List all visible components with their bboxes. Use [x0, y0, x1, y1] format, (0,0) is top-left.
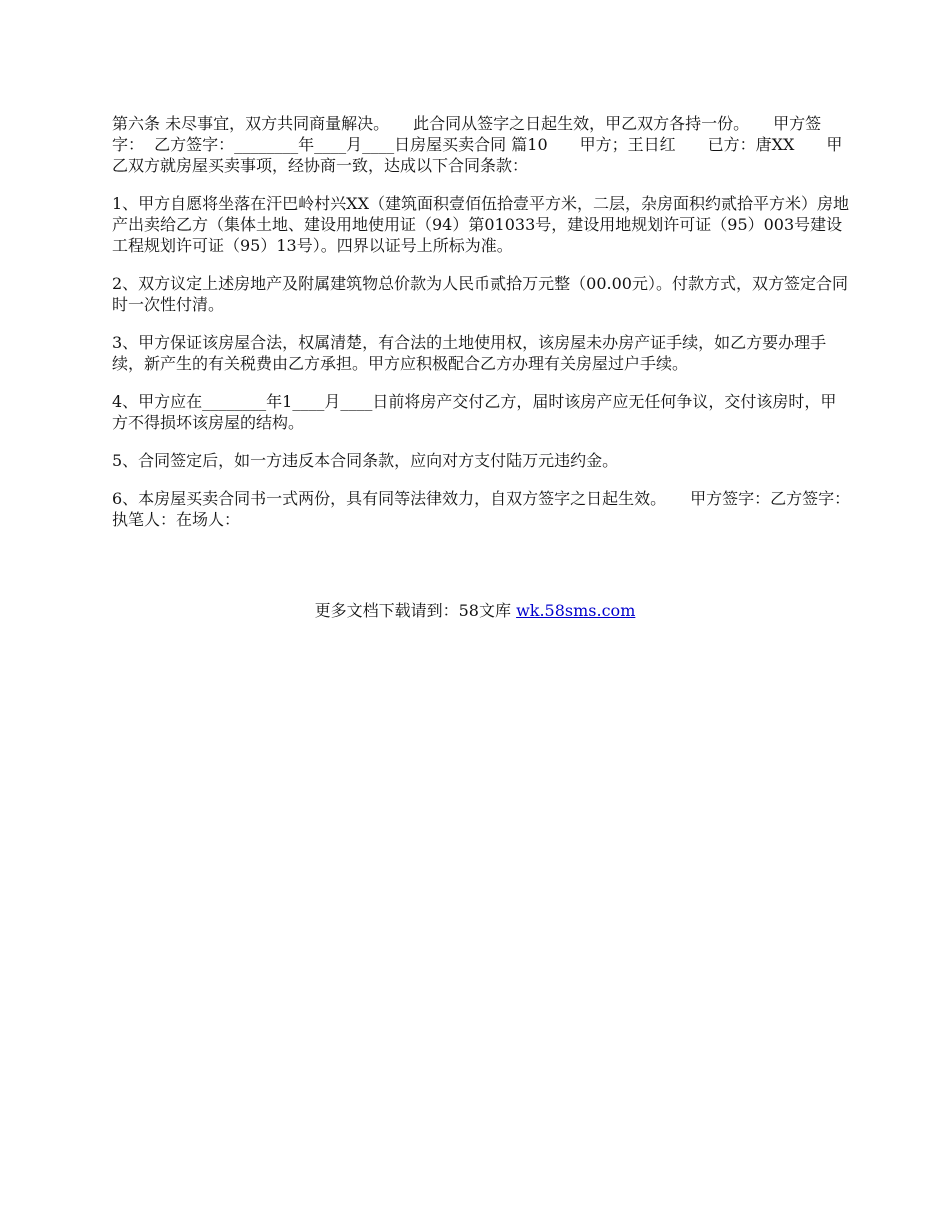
document-body — [112, 113, 875, 547]
paragraph-clause-1: 1、甲方自愿将坐落在汗巴岭村兴XX（建筑面积壹佰伍拾壹平方米，二层，杂房面积约贰拾平方米）房地产出卖给乙方（集体土地、建设用地使用证（94）第01033号，建设用地规划许可证（95）003号建设工程规划许可证（95）13号）。四界以证号上所标为准。 — [112, 194, 849, 255]
paragraph-clause-6: 6、本房屋买卖合同书一式两份，具有同等法律效力，自双方签字之日起生效。 甲方签字：乙方签字： 执笔人：在场人： — [112, 489, 875, 529]
paragraph-clause-4: 4、甲方应在________年1____月____日前将房产交付乙方，届时该房产应无任何争议，交付该房时，甲方不得损坏该房屋的结构。 — [112, 392, 837, 432]
paragraph-intro: 第六条 未尽事宜，双方共同商量解决。 此合同从签字之日起生效，甲乙双方各持一份。 甲方签字： 乙方签字：________年____月____日房屋买卖合同 篇10 甲方；王日红 已方：唐XX 甲乙双方就房屋买卖事项，经协商一致，达成以下合同条款： — [112, 114, 843, 175]
footer-download-link[interactable]: wk.58sms.com — [516, 601, 636, 620]
footer-prefix-text: 更多文档下载请到：58文库 — [314, 601, 517, 620]
paragraph-clause-5: 5、合同签定后，如一方违反本合同条款，应向对方支付陆万元违约金。 — [112, 451, 619, 470]
download-footer — [0, 600, 950, 621]
paragraph-clause-3: 3、甲方保证该房屋合法，权属清楚，有合法的土地使用权，该房屋未办房产证手续，如乙方要办理手续，新产生的有关税费由乙方承担。甲方应积极配合乙方办理有关房屋过户手续。 — [112, 333, 827, 373]
paragraph-clause-2: 2、双方议定上述房地产及附属建筑物总价款为人民币贰拾万元整（00.00元）。付款方式，双方签定合同时一次性付清。 — [112, 274, 848, 314]
